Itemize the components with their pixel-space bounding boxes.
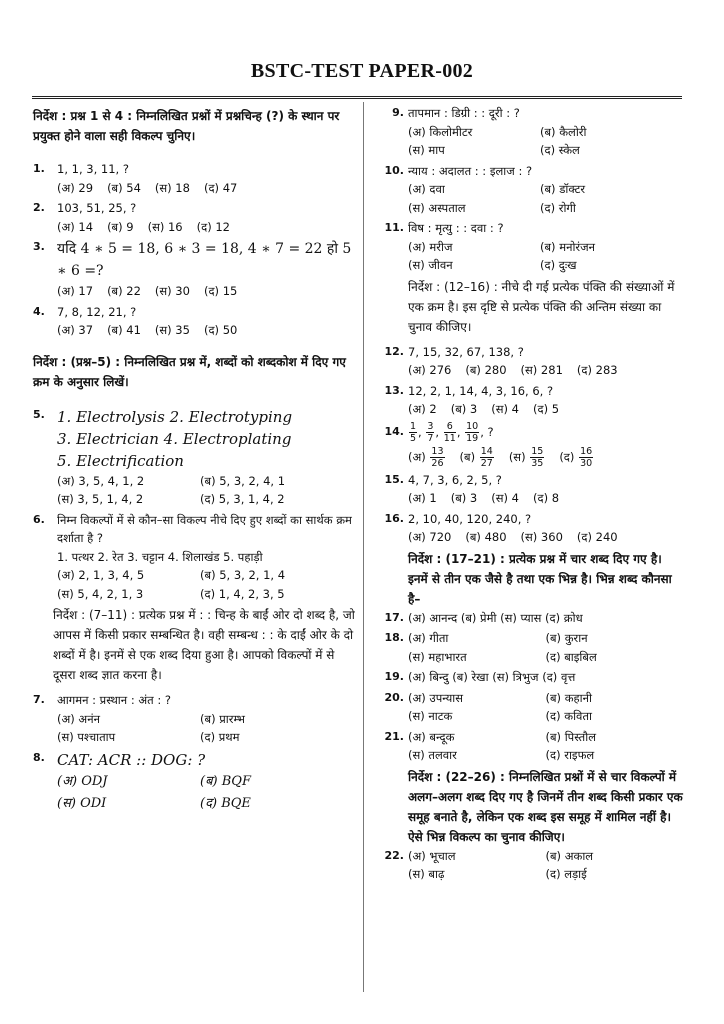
question-6 bbox=[33, 511, 355, 604]
option-d: (द) 283 bbox=[576, 363, 618, 377]
question-text: तापमान : डिग्री : : दूरी : ? bbox=[408, 106, 520, 120]
option-c: (स) 35 bbox=[154, 323, 190, 337]
question-number: 12. bbox=[384, 344, 404, 358]
question-13 bbox=[378, 382, 683, 419]
option-b: (ब) 280 bbox=[465, 363, 507, 377]
question-number: 16. bbox=[384, 511, 404, 525]
question-7 bbox=[33, 691, 355, 747]
option-d: (द) कविता bbox=[545, 709, 592, 723]
question-2 bbox=[33, 199, 355, 236]
question-text: न्याय : अदालत : : इलाज : ? bbox=[408, 163, 533, 178]
question-8 bbox=[33, 749, 355, 815]
option-c: (स) 360 bbox=[520, 530, 563, 544]
question-number: 8. bbox=[33, 750, 45, 764]
option-b: (ब) 22 bbox=[107, 284, 141, 298]
question-mark: ? bbox=[487, 424, 494, 439]
option-c: (स) माप bbox=[408, 143, 445, 157]
option-c: (स) ODI bbox=[57, 795, 107, 811]
question-number: 7. bbox=[33, 693, 45, 706]
option-d: (द) 8 bbox=[532, 491, 560, 505]
question-number: 14. bbox=[384, 424, 404, 438]
question-16 bbox=[378, 510, 683, 547]
option-c: (स) 281 bbox=[520, 363, 563, 377]
option-b: (ब) BQF bbox=[200, 773, 251, 789]
fraction-1: $\frac{1}{5}$ bbox=[410, 420, 417, 444]
question-17 bbox=[378, 609, 683, 628]
left-column bbox=[33, 104, 355, 817]
question-text: 7, 15, 32, 67, 138, ? bbox=[408, 344, 524, 359]
option-a: (अ) दवा bbox=[408, 182, 445, 196]
option-d: (द) 5 bbox=[532, 402, 560, 416]
instruction-1-4: निर्देश : प्रश्न 1 से 4 : निम्नलिखित प्रश्नों में प्रश्नचिन्ह (?) के स्थान पर प्रयुक्त होने वाला सही विकल्प चुनिए। bbox=[33, 109, 340, 143]
option-b: (ब) 3 bbox=[450, 402, 478, 416]
option-c: (स) 3, 5, 1, 4, 2 bbox=[57, 492, 144, 506]
question-number: 6. bbox=[33, 512, 45, 526]
instruction-12-16: निर्देश : (12–16) : नीचे दी गई प्रत्येक पंक्ति की संख्याओं में एक क्रम है। इस दृष्टि से प्रत्येक पंक्ति की अन्तिम संख्या का चुनाव कीजिए। bbox=[408, 279, 675, 334]
question-text: 7, 8, 12, 21, ? bbox=[57, 304, 137, 319]
option-b: (ब) 54 bbox=[107, 180, 141, 195]
question-5 bbox=[33, 406, 355, 509]
option-c: (स) नाटक bbox=[408, 709, 453, 723]
question-21 bbox=[378, 728, 683, 765]
option-d: (द) 50 bbox=[203, 323, 238, 337]
question-text: विष : मृत्यु : : दवा : ? bbox=[408, 221, 504, 235]
question-number: 4. bbox=[33, 304, 45, 318]
question-options-inline: (अ) आनन्द (ब) प्रेमी (स) प्यास (द) क्रोध bbox=[408, 610, 583, 625]
option-d: (द) दुःख bbox=[540, 258, 577, 272]
option-a: (अ) ODJ bbox=[57, 773, 108, 789]
question-9 bbox=[378, 104, 683, 160]
option-a: (अ) भूचाल bbox=[408, 848, 456, 863]
question-text: यदि 4 ∗ 5 = 18, 6 ∗ 3 = 18, 4 ∗ 7 = 22 हो 5 ∗ 6 =? bbox=[57, 241, 352, 279]
fraction-2: $\frac{3}{7}$ bbox=[427, 420, 434, 444]
option-a: (अ) 14 bbox=[57, 219, 94, 234]
option-b: (ब) 9 bbox=[107, 219, 134, 234]
option-a: (अ) 3, 5, 4, 1, 2 bbox=[57, 473, 145, 488]
question-4 bbox=[33, 303, 355, 340]
option-d: (द) $\frac{16}{30}$ bbox=[559, 445, 593, 469]
option-d: (द) लड़ाई bbox=[545, 867, 587, 881]
question-text: 4, 7, 3, 6, 2, 5, ? bbox=[408, 472, 502, 487]
question-number: 5. bbox=[33, 407, 45, 421]
option-a: (अ) गीता bbox=[408, 631, 449, 645]
option-d: (द) राइफल bbox=[545, 748, 595, 762]
option-a: (अ) 17 bbox=[57, 284, 94, 298]
option-a: (अ) उपन्यास bbox=[408, 690, 464, 705]
option-b: (ब) $\frac{14}{27}$ bbox=[459, 445, 493, 469]
question-number: 17. bbox=[384, 610, 404, 624]
question-number: 18. bbox=[384, 631, 404, 644]
option-b: (ब) अकाल bbox=[545, 848, 594, 863]
option-c: (स) पश्चाताप bbox=[57, 730, 116, 744]
option-c: (स) 5, 4, 2, 1, 3 bbox=[57, 586, 144, 601]
option-a: (अ) 2 bbox=[408, 402, 437, 416]
question-options-inline: (अ) बिन्दु (ब) रेखा (स) त्रिभुज (द) वृत्त bbox=[408, 670, 576, 684]
option-a: (अ) 1 bbox=[408, 491, 437, 505]
option-d: (द) 240 bbox=[576, 530, 618, 544]
question-18 bbox=[378, 629, 683, 666]
question-text: 1, 1, 3, 11, ? bbox=[57, 162, 129, 176]
option-b: (ब) 5, 3, 2, 1, 4 bbox=[200, 568, 286, 582]
question-20 bbox=[378, 689, 683, 726]
question-22 bbox=[378, 847, 683, 884]
option-b: (ब) प्रारम्भ bbox=[200, 711, 245, 726]
option-c: (स) $\frac{15}{35}$ bbox=[508, 445, 544, 469]
question-number: 10. bbox=[384, 163, 404, 177]
question-number: 21. bbox=[384, 729, 404, 743]
question-text: निम्न विकल्पों में से कौन–सा विकल्प नीचे दिए हुए शब्दों का सार्थक क्रम दर्शाता है ? bbox=[57, 512, 352, 545]
option-a: (अ) किलोमीटर bbox=[408, 124, 473, 139]
option-b: (ब) कहानी bbox=[545, 690, 592, 705]
instruction-17-21: निर्देश : (17–21) : प्रत्येक प्रश्न में चार शब्द दिए गए है। इनमें से तीन एक जैसे है तथा एक भिन्न है। भिन्न शब्द कौनसा है– bbox=[408, 551, 672, 606]
option-b: (ब) डॉक्टर bbox=[540, 182, 586, 196]
question-11 bbox=[378, 219, 683, 275]
option-b: (ब) 41 bbox=[107, 323, 141, 337]
instruction-7-11: निर्देश : (7–11) : प्रत्येक प्रश्न में : : चिन्ह के बाईं ओर दो शब्द है, जो आपस में किसी प्रकार सम्बन्धित है। वही सम्बन्ध : : के दाईं ओर के दो शब्दों में है। इनमें से एक शब्द दिया हुआ है। आपको विकल्पों में से दूसरा शब्द ज्ञात करना है। bbox=[53, 608, 355, 682]
option-a: (अ) 29 bbox=[57, 180, 94, 195]
question-text: 103, 51, 25, ? bbox=[57, 201, 137, 215]
question-word-list-3: 5. Electrification bbox=[57, 451, 184, 470]
title-underline bbox=[32, 96, 682, 99]
option-c: (स) 16 bbox=[147, 219, 183, 234]
fraction-3: $\frac{6}{11}$ bbox=[443, 420, 456, 444]
question-number: 20. bbox=[384, 690, 404, 704]
option-b: (ब) 5, 3, 2, 4, 1 bbox=[200, 473, 286, 488]
option-c: (स) 4 bbox=[491, 402, 519, 416]
question-number: 19. bbox=[384, 670, 404, 683]
option-a: (अ) 37 bbox=[57, 323, 94, 337]
option-d: (द) 12 bbox=[196, 219, 230, 234]
option-a: (अ) 2, 1, 3, 4, 5 bbox=[57, 568, 145, 582]
option-d: (द) प्रथम bbox=[200, 730, 240, 744]
question-14: 14. $\frac{1}{5}$ , $\frac{3}{7}$ , $\frac{6}{11}$ , $\frac{10}{19}$ , ? (अ) $\frac{13}{26}$ (ब) $\frac{14}{27}$ (स) $\frac{15}{35}$ (द) $\frac{16}{30}$ bbox=[378, 421, 683, 469]
question-text: 2, 10, 40, 120, 240, ? bbox=[408, 511, 532, 526]
question-number: 13. bbox=[384, 383, 404, 397]
question-word-list-2: 3. Electrician 4. Electroplating bbox=[57, 429, 292, 448]
option-a: (अ) 720 bbox=[408, 530, 452, 544]
question-10 bbox=[378, 162, 683, 218]
question-1 bbox=[33, 160, 355, 197]
option-c: (स) 4 bbox=[491, 491, 519, 505]
question-text: 12, 2, 1, 14, 4, 3, 16, 6, ? bbox=[408, 383, 554, 398]
option-c: (स) 30 bbox=[154, 284, 190, 298]
option-b: (ब) कैलोरी bbox=[540, 124, 587, 139]
column-divider bbox=[363, 102, 364, 992]
option-c: (स) 18 bbox=[154, 180, 190, 195]
option-b: (ब) 480 bbox=[465, 530, 507, 544]
option-b: (ब) पिस्तौल bbox=[545, 729, 597, 744]
question-3 bbox=[33, 238, 355, 301]
option-d: (द) 15 bbox=[203, 284, 238, 298]
option-d: (द) BQE bbox=[200, 795, 251, 811]
question-number: 11. bbox=[384, 221, 404, 234]
option-c: (स) तलवार bbox=[408, 748, 457, 762]
question-text: आगमन : प्रस्थान : अंत : ? bbox=[57, 693, 171, 707]
question-number: 15. bbox=[384, 472, 404, 486]
option-c: (स) अस्पताल bbox=[408, 200, 466, 215]
option-d: (द) स्केल bbox=[540, 143, 580, 157]
question-number: 2. bbox=[33, 201, 45, 214]
option-a: (अ) बन्दूक bbox=[408, 729, 455, 744]
option-c: (स) बाढ़ bbox=[408, 867, 445, 881]
paper-title: BSTC-TEST PAPER-002 bbox=[250, 60, 474, 82]
option-a: (अ) $\frac{13}{26}$ bbox=[408, 445, 444, 469]
question-text: CAT: ACR :: DOG: ? bbox=[57, 750, 206, 769]
instruction-22-26: निर्देश : (22–26) : निम्नलिखित प्रश्नों में से चार विकल्पों में अलग–अलग शब्द दिए गए है जिनमें तीन शब्द किसी प्रकार एक समूह बनाते है, लेकिन एक शब्द इस समूह में शामिल नहीं है। ऐसे भिन्न विकल्प का चुनाव कीजिए। bbox=[408, 769, 683, 844]
question-12 bbox=[378, 343, 683, 380]
question-number: 1. bbox=[33, 162, 45, 175]
option-d: (द) रोगी bbox=[540, 200, 576, 215]
question-19 bbox=[378, 668, 683, 687]
option-b: (ब) कुरान bbox=[545, 631, 588, 645]
question-number: 9. bbox=[392, 106, 404, 119]
option-c: (स) जीवन bbox=[408, 258, 453, 272]
question-word-list-1: 1. Electrolysis 2. Electrotyping bbox=[57, 407, 293, 426]
option-b: (ब) 3 bbox=[450, 491, 478, 505]
question-word-list: 1. पत्थर 2. रेत 3. चट्टान 4. शिलाखंड 5. पहाड़ी bbox=[57, 549, 263, 564]
option-c: (स) महाभारत bbox=[408, 649, 467, 664]
option-a: (अ) मरीज bbox=[408, 239, 453, 254]
question-15 bbox=[378, 471, 683, 508]
option-d: (द) 5, 3, 1, 4, 2 bbox=[200, 492, 285, 506]
right-column bbox=[378, 104, 683, 886]
question-number: 3. bbox=[33, 240, 45, 253]
question-number: 22. bbox=[384, 848, 404, 862]
option-a: (अ) अनंन bbox=[57, 711, 100, 726]
option-d: (द) 1, 4, 2, 3, 5 bbox=[200, 586, 285, 601]
instruction-5: निर्देश : (प्रश्न–5) : निम्नलिखित प्रश्न में, शब्दों को शब्दकोश में दिए गए क्रम के अनुसार लिखें। bbox=[33, 354, 346, 389]
option-a: (अ) 276 bbox=[408, 363, 452, 377]
option-d: (द) 47 bbox=[203, 180, 238, 195]
option-d: (द) बाइबिल bbox=[545, 649, 597, 664]
fraction-4: $\frac{10}{19}$ bbox=[466, 420, 479, 444]
option-b: (ब) मनोरंजन bbox=[540, 239, 596, 254]
